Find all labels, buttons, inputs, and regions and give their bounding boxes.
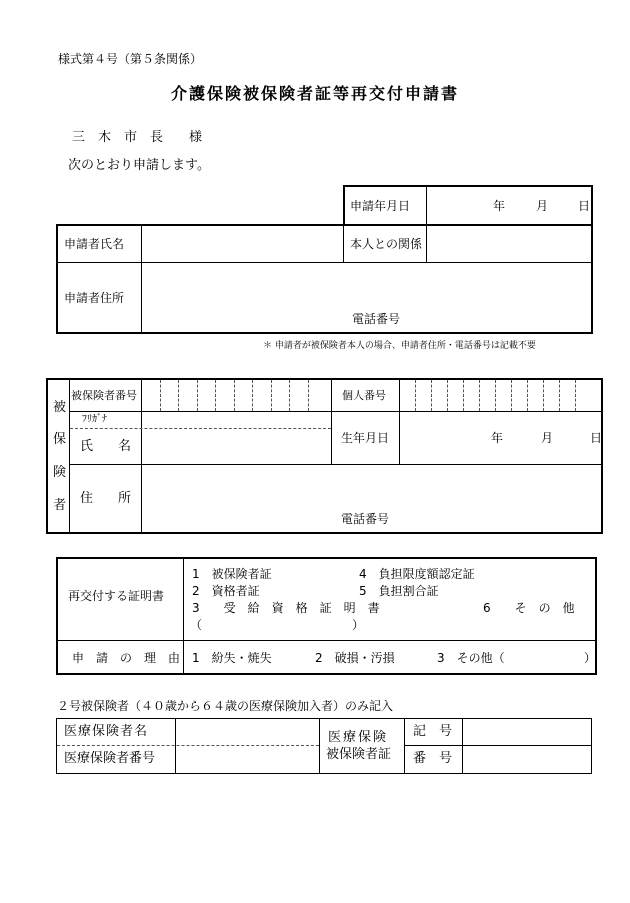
form-number: 様式第４号（第５条関係）: [58, 52, 203, 66]
reissue-item-3[interactable]: 3 受 給 資 格 証 明 書: [192, 601, 380, 615]
reason-3[interactable]: 3 その他（: [437, 651, 505, 665]
applicant-address-label: 申請者住所: [64, 291, 125, 305]
birth-date-field[interactable]: [402, 414, 488, 462]
insurer-name-field[interactable]: [178, 720, 317, 744]
other-detail-field[interactable]: [205, 617, 350, 633]
insured-address-label-2: 所: [118, 491, 132, 506]
insured-name-field[interactable]: [144, 431, 329, 462]
birth-date-label: 生年月日: [341, 431, 390, 445]
insured-address-label-1: 住: [80, 491, 94, 506]
insured-side-char-2: 保: [53, 432, 67, 447]
reissue-cert-label: 再交付する証明書: [68, 589, 165, 603]
page-title: 介護保険被保険者証等再交付申請書: [170, 84, 459, 103]
reissue-item-1[interactable]: 1 被保険者証: [192, 567, 272, 581]
insurer-number-field[interactable]: [178, 747, 317, 772]
application-date-year: 年: [493, 199, 506, 213]
reason-label: 申 請 の 理 由: [72, 651, 181, 665]
applicant-address-field[interactable]: [144, 266, 590, 306]
insured-name-label-2: 名: [118, 439, 132, 454]
applicant-name-label: 申請者氏名: [64, 237, 125, 251]
applicant-note: ＊ 申請者が被保険者本人の場合、申請者住所・電話番号は記載不要: [263, 341, 536, 351]
insurer-name-label: 医療保険者名: [64, 724, 149, 739]
number-field[interactable]: [465, 747, 590, 772]
personal-number-label: 個人番号: [342, 389, 386, 402]
birth-date-month: 月: [541, 431, 554, 445]
reissue-item-4[interactable]: 4 負担限度額認定証: [359, 567, 475, 581]
reason-1[interactable]: 1 紛失・焼失: [192, 651, 272, 665]
applicant-phone-label: 電話番号: [352, 312, 401, 326]
insurer-number-label: 医療保険者番号: [64, 751, 156, 766]
reissue-item-5[interactable]: 5 負担割合証: [359, 584, 439, 598]
insured-side-char-3: 険: [53, 465, 67, 480]
relation-field[interactable]: [430, 228, 590, 260]
reissue-item-2[interactable]: 2 資格者証: [192, 584, 260, 598]
birth-date-year: 年: [491, 431, 504, 445]
addressee: 三 木 市 長 様: [72, 130, 203, 145]
insured-side-char-4: 者: [53, 498, 67, 513]
application-date-field[interactable]: [430, 189, 490, 221]
furigana-field[interactable]: [144, 413, 329, 427]
application-date-label: 申請年月日: [350, 199, 411, 213]
applicant-name-field[interactable]: [144, 228, 340, 260]
application-date-day: 日: [578, 199, 591, 213]
number-label: 番 号: [413, 751, 453, 766]
reason-2[interactable]: 2 破損・汚損: [315, 651, 395, 665]
birth-date-day: 日: [590, 431, 603, 445]
other-paren-open: （: [190, 618, 203, 632]
relation-label: 本人との関係: [350, 237, 423, 251]
insured-number-field[interactable]: [143, 382, 329, 409]
insured-name-label-1: 氏: [80, 439, 94, 454]
reason-other-field[interactable]: [515, 649, 581, 667]
card-label-1: 医療保険: [328, 730, 389, 745]
insured-side-char-1: 被: [53, 400, 67, 415]
insured-phone-label: 電話番号: [341, 512, 390, 526]
other-paren-close: ）: [352, 618, 365, 632]
furigana-label: ﾌﾘｶﾞﾅ: [82, 414, 107, 425]
symbol-field[interactable]: [465, 720, 590, 744]
card-label-2: 被保険者証: [326, 747, 392, 762]
insured-number-label: 被保険者番号: [71, 389, 137, 402]
personal-number-field[interactable]: [401, 382, 599, 409]
reason-3-close: ）: [584, 651, 597, 665]
symbol-label: 記 号: [413, 724, 453, 739]
insured-address-field[interactable]: [144, 467, 599, 507]
intro-text: 次のとおり申請します。: [68, 158, 210, 173]
application-date-month: 月: [536, 199, 549, 213]
reissue-item-6[interactable]: 6 そ の 他: [483, 601, 575, 615]
medical-heading: ２号被保険者（４０歳から６４歳の医療保険加入者）のみ記入: [57, 699, 394, 713]
